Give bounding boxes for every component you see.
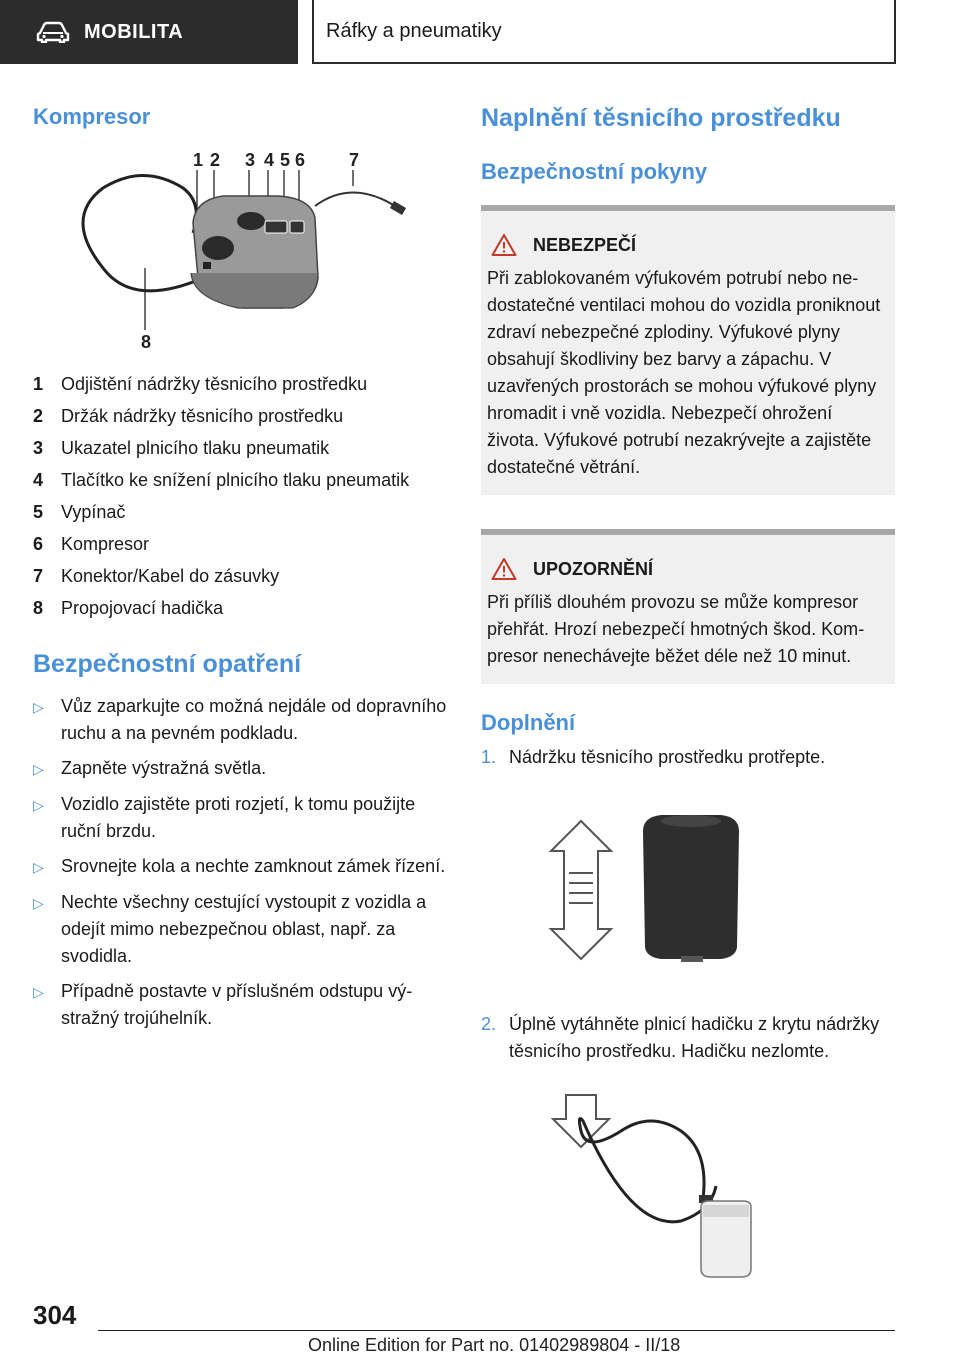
legend-item: 1 Odjištění nádržky těsnicího prostředku xyxy=(33,373,368,394)
callout-1: 1 xyxy=(193,150,204,170)
legend-item: 7 Konektor/Kabel do zásuvky xyxy=(33,565,280,586)
legend-item: 2 Držák nádržky těsnicího prostředku xyxy=(33,405,344,426)
callout-7: 7 xyxy=(349,150,360,170)
page-number: 304 xyxy=(33,1300,77,1330)
pull-hose-illustration xyxy=(481,1091,895,1291)
edition-note: Online Edition for Part no. 01402989804 - II/18 xyxy=(308,1335,681,1355)
callout-4: 4 xyxy=(264,150,275,170)
list-item: ▷ Zapněte výstražná světla. xyxy=(33,755,453,783)
danger-box xyxy=(481,205,895,495)
callout-2: 2 xyxy=(210,150,221,170)
legend-item: 3 Ukazatel plnicího tlaku pneumatik xyxy=(33,437,330,458)
safety-list xyxy=(33,693,453,1032)
list-item: ▷ Vozidlo zajistěte proti rozjetí, k tomu použijte ruční brzdu. xyxy=(33,791,453,845)
callout-5: 5 xyxy=(280,150,291,170)
triangle-bullet-icon: ▷ xyxy=(33,699,44,715)
legend-item: 5 Vypínač xyxy=(33,501,126,522)
triangle-bullet-icon: ▷ xyxy=(33,984,44,1000)
callout-3: 3 xyxy=(245,150,256,170)
list-item: ▷ Srovnejte kola a nechte zamknout zámek řízení. xyxy=(33,853,453,881)
legend-item: 8 Propojovací hadička xyxy=(33,597,224,618)
compressor-heading: Kompresor xyxy=(33,104,151,129)
triangle-bullet-icon: ▷ xyxy=(33,797,44,813)
footer-divider xyxy=(98,1330,895,1331)
caution-box xyxy=(481,529,895,684)
list-item: 2. Úplně vytáhněte plnicí hadičku z krytu nádržky těsnicího prostředku. Hadičku nezlomte. xyxy=(481,1014,880,1061)
section-tab[interactable] xyxy=(0,0,298,64)
chapter-title: Ráfky a pneumatiky xyxy=(326,19,502,42)
compressor-illustration xyxy=(53,148,433,358)
right-column xyxy=(481,100,895,1291)
steps-list xyxy=(481,744,895,771)
triangle-bullet-icon: ▷ xyxy=(33,895,44,911)
list-item: 1. Nádržku těsnicího prostředku protřepte. xyxy=(481,747,826,767)
callout-8: 8 xyxy=(141,332,152,352)
callout-6: 6 xyxy=(295,150,306,170)
caution-label: UPOZORNĚNÍ xyxy=(533,558,654,579)
warning-triangle-icon xyxy=(491,233,517,257)
chapter-tab[interactable] xyxy=(312,0,896,64)
danger-label: NEBEZPEČÍ xyxy=(533,234,637,255)
steps-list xyxy=(481,1011,895,1065)
safety-heading: Bezpečnostní opatření xyxy=(33,650,302,678)
list-item: ▷ Případně postavte v příslušném odstupu výstražný trojúhelník. xyxy=(33,978,453,1032)
car-icon xyxy=(36,21,70,43)
warning-triangle-icon xyxy=(491,557,517,581)
danger-header xyxy=(487,233,889,257)
refill-sealant-heading: Naplnění těsnicího prostředku xyxy=(481,104,841,132)
list-item: ▷ Nechte všechny cestující vystoupit z vozidla a odejít mimo nebezpečnou oblast, např. za svodidla. xyxy=(33,889,453,970)
legend-item: 6 Kompresor xyxy=(33,533,150,554)
shake-bottle-illustration xyxy=(481,811,895,971)
triangle-bullet-icon: ▷ xyxy=(33,859,44,875)
list-item: ▷ Vůz zaparkujte co možná nejdále od dopravního ruchu a na pevném podkladu. xyxy=(33,693,453,747)
legend-item: 4 Tlačítko ke snížení plnicího tlaku pneumatik xyxy=(33,469,410,490)
section-title: MOBILITA xyxy=(84,20,184,43)
left-column xyxy=(33,100,453,1040)
caution-text: Při příliš dlouhém provozu se může kompresor přehřát. Hrozí nebezpečí hmotných škod. Kompresor nenechávejte běžet déle než 10 minut. xyxy=(487,592,865,666)
component-legend xyxy=(33,368,453,624)
triangle-bullet-icon: ▷ xyxy=(33,761,44,777)
refill-heading: Doplnění xyxy=(481,710,576,735)
safety-notes-heading: Bezpečnostní pokyny xyxy=(481,159,708,184)
danger-text: Při zablokovaném výfukovém potrubí nebo nedostatečné ventilaci mohou do vozidla proniknout zdraví nebezpečné zplodiny. Výfukové plyny obsahují škodliviny bez barvy a zápachu. V uzavřených prostorách se mohou výfukové plyny hromadit i vně vozidla. Nebezpečí ohrožení života. Výfukové potrubí nezakrývejte a zajistěte dostatečné větrání. xyxy=(487,268,881,477)
caution-header xyxy=(487,557,889,581)
